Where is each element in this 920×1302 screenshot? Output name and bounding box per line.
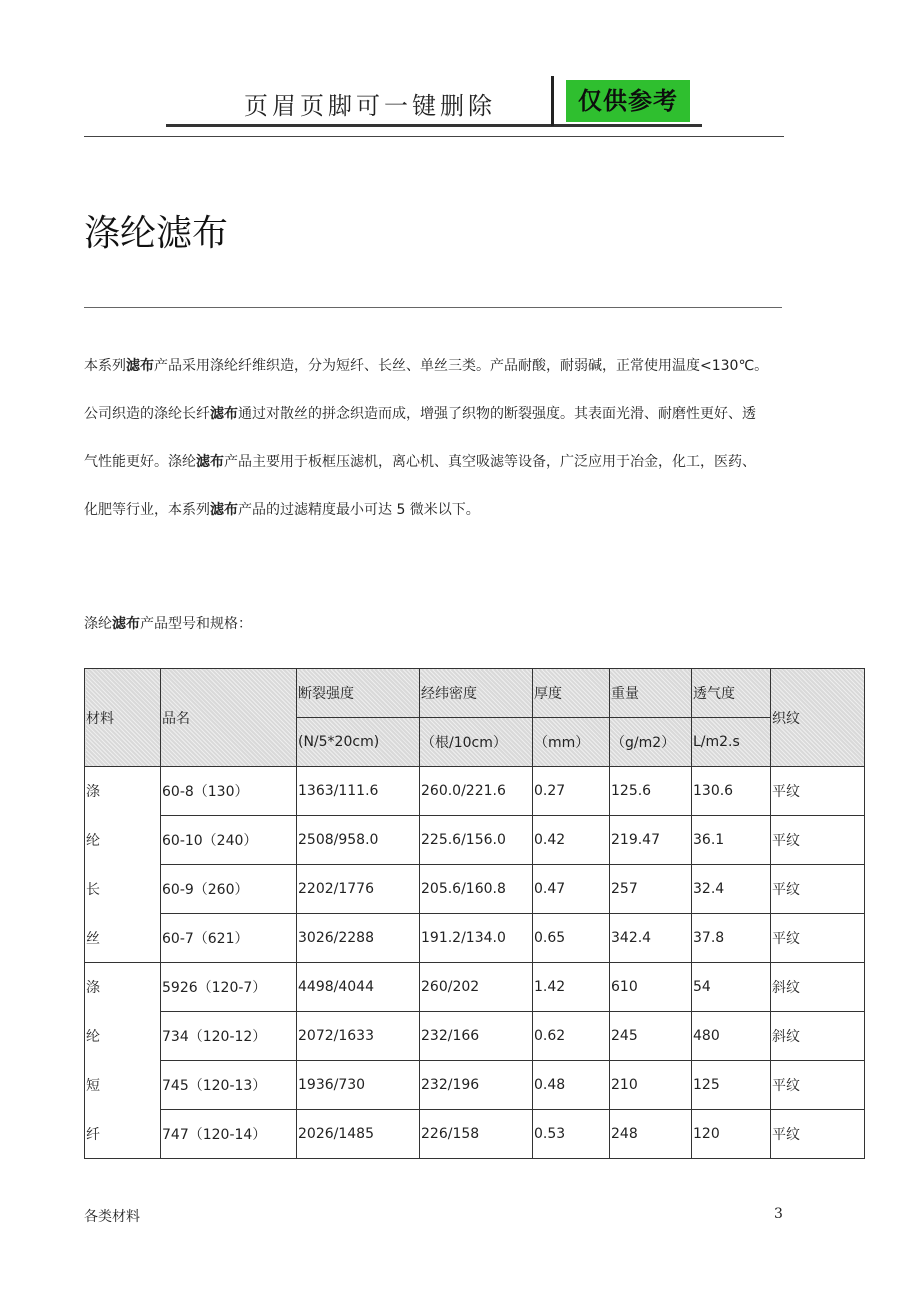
spec-table [84, 668, 865, 1159]
cell-weave: 平纹 [771, 865, 865, 914]
cell-name: 745（120-13） [161, 1061, 297, 1110]
table-header-row [85, 669, 865, 718]
cell-strength: 3026/2288 [297, 914, 420, 963]
header-density: 经纬密度 [420, 669, 533, 718]
cell-weight: 257 [610, 865, 692, 914]
cell-weave: 平纹 [771, 1110, 865, 1159]
header-material: 材料 [85, 669, 161, 767]
table-row [85, 767, 865, 816]
text-run: 通过对散丝的拼念织造而成，增强了织物的断裂强度。其表面光滑、耐磨性更好、透 [238, 406, 756, 422]
cell-thickness: 0.47 [533, 865, 610, 914]
cell-weave: 斜纹 [771, 963, 865, 1012]
cell-density: 260/202 [420, 963, 533, 1012]
text-run: 产品采用涤纶纤维织造，分为短纤、长丝、单丝三类。产品耐酸，耐弱碱，正常使用温度<130℃。 [154, 358, 769, 374]
cell-weave: 平纹 [771, 816, 865, 865]
intro-line [84, 342, 789, 390]
header-density-unit: （根/10cm） [420, 718, 533, 767]
table-row [85, 1012, 865, 1061]
cell-thickness: 1.42 [533, 963, 610, 1012]
cell-thickness: 0.53 [533, 1110, 610, 1159]
cell-strength: 1363/111.6 [297, 767, 420, 816]
header-permeability-unit: L/m2.s [692, 718, 771, 767]
cell-material: 纤 [85, 1110, 161, 1159]
cell-thickness: 0.62 [533, 1012, 610, 1061]
cell-thickness: 0.27 [533, 767, 610, 816]
text-run: 产品型号和规格： [140, 616, 252, 632]
cell-material: 长 [85, 865, 161, 914]
page-number: 3 [774, 1206, 783, 1222]
text-run: 涤纶 [84, 616, 112, 632]
intro-line [84, 438, 789, 486]
table-row [85, 914, 865, 963]
spec-heading [84, 608, 252, 640]
cell-density: 232/166 [420, 1012, 533, 1061]
table-row [85, 1110, 865, 1159]
text-run: 产品主要用于板框压滤机，离心机、真空吸滤等设备，广泛应用于冶金，化工，医药、 [224, 454, 756, 470]
cell-weight: 125.6 [610, 767, 692, 816]
intro-line [84, 486, 789, 534]
cell-material: 纶 [85, 816, 161, 865]
cell-density: 260.0/221.6 [420, 767, 533, 816]
cell-strength: 2072/1633 [297, 1012, 420, 1061]
text-run: 产品的过滤精度最小可达 5 微米以下。 [238, 502, 480, 518]
cell-density: 232/196 [420, 1061, 533, 1110]
header-rule [84, 136, 784, 137]
cell-weave: 平纹 [771, 1061, 865, 1110]
cell-thickness: 0.65 [533, 914, 610, 963]
title-rule [84, 307, 782, 308]
text-run: 气性能更好。涤纶 [84, 454, 196, 470]
keyword-text: 滤布 [210, 502, 238, 518]
cell-weight: 245 [610, 1012, 692, 1061]
header-thickness-unit: （mm） [533, 718, 610, 767]
keyword-text: 滤布 [210, 406, 238, 422]
cell-weight: 248 [610, 1110, 692, 1159]
cell-name: 747（120-14） [161, 1110, 297, 1159]
spec-table-container [84, 668, 800, 1160]
cell-permeability: 54 [692, 963, 771, 1012]
header-name: 品名 [161, 669, 297, 767]
text-run: 化肥等行业，本系列 [84, 502, 210, 518]
cell-permeability: 120 [692, 1110, 771, 1159]
cell-permeability: 37.8 [692, 914, 771, 963]
cell-weave: 平纹 [771, 767, 865, 816]
cell-weave: 斜纹 [771, 1012, 865, 1061]
cell-material: 纶 [85, 1012, 161, 1061]
table-row [85, 1061, 865, 1110]
header-weight: 重量 [610, 669, 692, 718]
cell-permeability: 130.6 [692, 767, 771, 816]
cell-material: 涤 [85, 767, 161, 816]
text-run: 本系列 [84, 358, 126, 374]
cell-weight: 610 [610, 963, 692, 1012]
cell-permeability: 32.4 [692, 865, 771, 914]
cell-strength: 4498/4044 [297, 963, 420, 1012]
cell-strength: 2202/1776 [297, 865, 420, 914]
cell-name: 60-10（240） [161, 816, 297, 865]
table-row [85, 865, 865, 914]
cell-weight: 342.4 [610, 914, 692, 963]
header-banner-divider [551, 76, 554, 126]
cell-thickness: 0.48 [533, 1061, 610, 1110]
cell-material: 丝 [85, 914, 161, 963]
reference-only-badge: 仅供参考 [566, 80, 690, 122]
keyword-text: 滤布 [112, 616, 140, 632]
cell-density: 225.6/156.0 [420, 816, 533, 865]
cell-name: 60-9（260） [161, 865, 297, 914]
cell-name: 5926（120-7） [161, 963, 297, 1012]
page-title: 涤纶滤布 [84, 213, 229, 254]
cell-name: 60-8（130） [161, 767, 297, 816]
cell-permeability: 36.1 [692, 816, 771, 865]
cell-density: 205.6/160.8 [420, 865, 533, 914]
cell-strength: 2026/1485 [297, 1110, 420, 1159]
cell-thickness: 0.42 [533, 816, 610, 865]
header-thickness: 厚度 [533, 669, 610, 718]
keyword-text: 滤布 [196, 454, 224, 470]
cell-weight: 219.47 [610, 816, 692, 865]
cell-permeability: 125 [692, 1061, 771, 1110]
cell-weave: 平纹 [771, 914, 865, 963]
cell-density: 226/158 [420, 1110, 533, 1159]
cell-permeability: 480 [692, 1012, 771, 1061]
keyword-text: 滤布 [126, 358, 154, 374]
header-permeability: 透气度 [692, 669, 771, 718]
cell-strength: 1936/730 [297, 1061, 420, 1110]
header-strength-unit: (N/5*20cm) [297, 718, 420, 767]
header-weight-unit: （g/m2） [610, 718, 692, 767]
header-weave: 织纹 [771, 669, 865, 767]
intro-line [84, 390, 789, 438]
cell-name: 60-7（621） [161, 914, 297, 963]
footer-label: 各类材料 [84, 1209, 140, 1225]
intro-paragraph [84, 342, 789, 534]
header-banner-underline [166, 124, 702, 127]
cell-density: 191.2/134.0 [420, 914, 533, 963]
header-strength: 断裂强度 [297, 669, 420, 718]
header-banner-text: 页眉页脚可一键删除 [244, 92, 496, 120]
cell-material: 涤 [85, 963, 161, 1012]
cell-weight: 210 [610, 1061, 692, 1110]
header-banner [0, 0, 920, 140]
table-row [85, 816, 865, 865]
spec-table-body [85, 669, 865, 1159]
cell-name: 734（120-12） [161, 1012, 297, 1061]
cell-strength: 2508/958.0 [297, 816, 420, 865]
cell-material: 短 [85, 1061, 161, 1110]
table-row [85, 963, 865, 1012]
text-run: 公司织造的涤纶长纤 [84, 406, 210, 422]
